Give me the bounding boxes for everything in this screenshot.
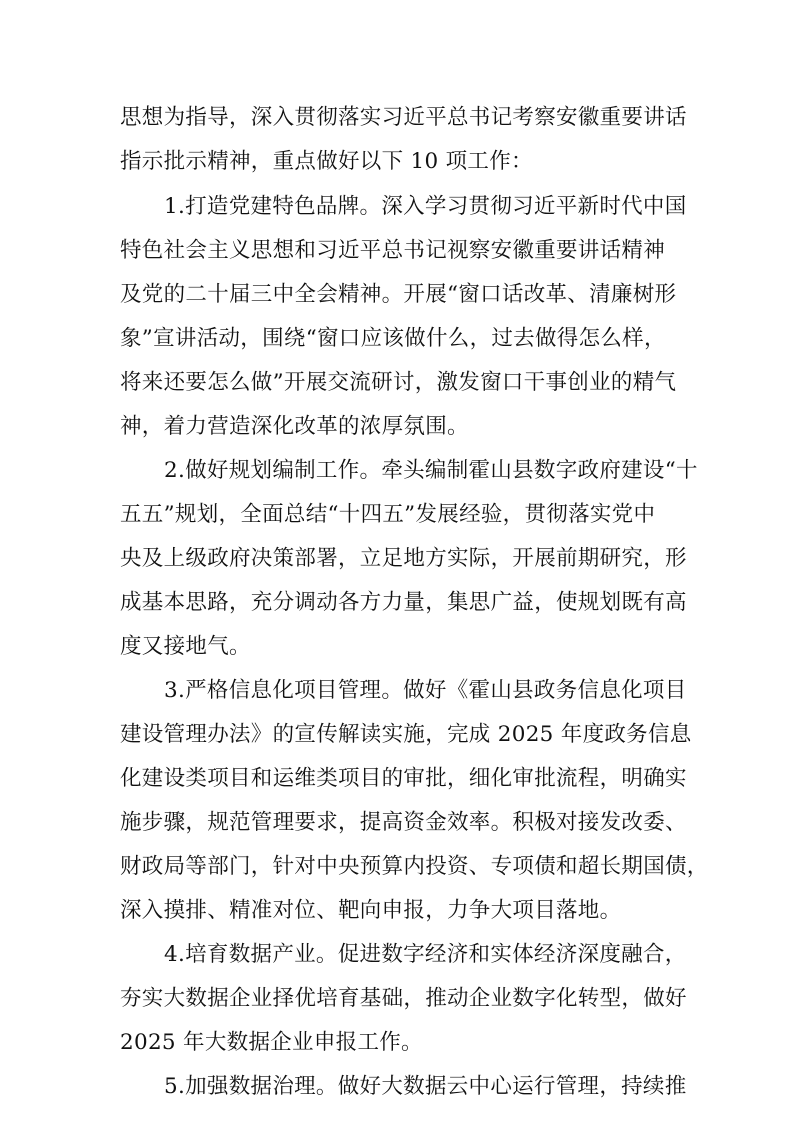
paragraph-heading-4: 4.培育数据产业。促进数字经济和实体经济深度融合， <box>164 942 687 967</box>
text-line: 五五”规划，全面总结“十四五”发展经验，贯彻落实党中 <box>120 502 656 527</box>
text-line: 夯实大数据企业择优培育基础，推动企业数字化转型，做好 <box>120 986 687 1011</box>
text-line: 深入摸排、精准对位、靶向申报，力争大项目落地。 <box>120 898 622 923</box>
text-line: 指示批示精神，重点做好以下 10 项工作： <box>120 149 533 174</box>
text-line: 化建设类项目和运维类项目的审批，细化审批流程，明确实 <box>120 766 687 791</box>
text-line: 将来还要怎么做”开展交流研讨，激发窗口干事创业的精气 <box>120 370 677 395</box>
text-line: 施步骤，规范管理要求，提高资金效率。积极对接发改委、 <box>120 810 687 835</box>
text-line: 成基本思路，充分调动各方力量，集思广益，使规划既有高 <box>120 590 687 615</box>
text-line: 思想为指导，深入贯彻落实习近平总书记考察安徽重要讲话 <box>120 105 687 130</box>
paragraph-heading-2: 2.做好规划编制工作。牵头编制霍山县数字政府建设“十 <box>164 458 698 483</box>
text-line: 特色社会主义思想和习近平总书记视察安徽重要讲话精神 <box>120 238 666 263</box>
text-line: 财政局等部门，针对中央预算内投资、专项债和超长期国债， <box>120 854 709 879</box>
text-line: 2025 年大数据企业申报工作。 <box>120 1030 423 1055</box>
text-line: 神，着力营造深化改革的浓厚氛围。 <box>120 414 469 439</box>
text-line: 度又接地气。 <box>120 634 251 659</box>
paragraph-heading-3: 3.严格信息化项目管理。做好《霍山县政务信息化项目 <box>164 678 687 703</box>
text-line: 及党的二十届三中全会精神。开展“窗口话改革、清廉树形 <box>120 282 677 307</box>
text-line: 建设管理办法》的宣传解读实施，完成 2025 年度政务信息 <box>120 722 692 747</box>
text-line: 象”宣讲活动，围绕“窗口应该做什么，过去做得怎么样， <box>120 326 666 351</box>
paragraph-heading-5: 5.加强数据治理。做好大数据云中心运行管理，持续推 <box>164 1074 687 1099</box>
text-line: 央及上级政府决策部署，立足地方实际，开展前期研究，形 <box>120 546 687 571</box>
paragraph-heading-1: 1.打造党建特色品牌。深入学习贯彻习近平新时代中国 <box>164 194 687 219</box>
